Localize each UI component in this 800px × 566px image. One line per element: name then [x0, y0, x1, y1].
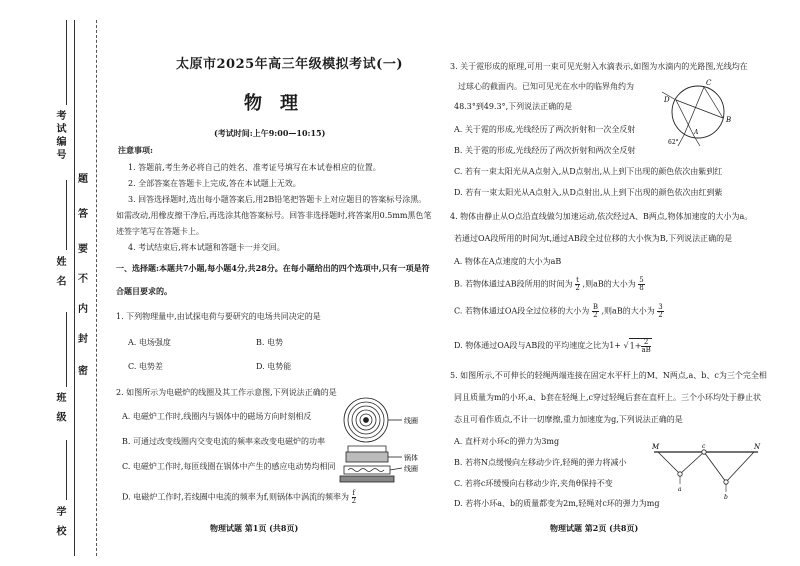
subject-title: 物理	[244, 93, 316, 114]
fraction-numerator: 3	[658, 303, 663, 311]
q2-stem: 2. 如图所示为电磁炉的线圈及其工作示意图,下列说法正确的是	[116, 388, 337, 397]
seal-char: 不	[78, 274, 88, 285]
q5-option-c: C. 若将c环缓慢向右移动少许,夹角θ保持不变	[454, 479, 613, 488]
water-droplet-figure	[648, 78, 748, 148]
seal-char: 要	[78, 244, 88, 255]
q5-stem-line: 5. 如图所示,不可伸长的轻绳两端连接在固定水平杆上的M、N两点,a、b、c为三个完全相	[450, 371, 767, 380]
q4-option-d	[454, 338, 652, 354]
fraction	[575, 277, 580, 292]
q4-stem-line: 4. 物体由静止从O点沿直线做匀加速运动,依次经过A、B两点,物体加速度的大小为a。	[450, 212, 753, 221]
q5-stem-line: 同且质量为m的小环,a、b套在轻绳上,c穿过轻绳后套在直杆上。三个小环均处于静止状	[454, 393, 762, 402]
school-label: 学 校	[54, 506, 65, 539]
seal-char: 封	[78, 334, 88, 345]
q4-option-a: A. 物体在A点速度的大小为aB	[454, 257, 562, 266]
fraction	[352, 490, 357, 505]
figure-label: a	[678, 486, 682, 493]
notice-line: 2. 全部答案在答题卡上完成,答在本试题上无效。	[128, 179, 301, 188]
rope	[658, 452, 754, 482]
page-footer: 物理试题 第1页 (共8页)	[210, 523, 299, 533]
fraction-denominator: aB	[641, 346, 651, 354]
fraction	[638, 277, 644, 292]
fraction-denominator: 2	[658, 311, 663, 319]
section-heading: 合题目要求的。	[116, 286, 172, 296]
q5-stem-line: 态且可看作质点,不计一切摩擦,重力加速度为g,下列说法正确的是	[454, 415, 683, 424]
fraction-denominator: 2	[575, 284, 580, 292]
q3-stem-line: 3. 关于霓形成的原理,可用一束可见光射入水滴表示,如图为水滴内的光路图,光线均在	[450, 62, 748, 71]
exam-title: 太原市2025年高三年级模拟考试(一)	[176, 57, 403, 72]
q2-option-d	[122, 490, 356, 505]
q4-option-c	[454, 304, 664, 319]
page-1	[108, 0, 438, 566]
q3-option-d: D. 若有一束太阳光从A点射入,从D点射出,从上到下出现的颜色依次由红到紫	[454, 188, 723, 197]
q5-option-d: D. 若将小环a、b的质量都变为2m,轻绳对c环的弹力为mg	[454, 499, 660, 508]
fraction-denominator: 8	[639, 284, 644, 292]
q2-option-c: C. 电磁炉工作时,每匝线圈在锅体中产生的感应电动势均相同	[122, 462, 336, 471]
q4-option-b-text: B. 若物体通过AB段所用的时间为	[454, 279, 573, 289]
name-label: 姓 名	[54, 256, 65, 289]
figure-label: 线圈	[404, 465, 418, 473]
seal-char: 密	[78, 366, 88, 377]
q2-option-a: A. 电磁炉工作时,线圈内与锅体中的磁场方向时刻相反	[122, 412, 312, 421]
q4-stem-line: 若通过OA段所用的时间为t,通过AB段全过位移的大小恢为B,下列说法正确的是	[454, 234, 733, 243]
q3-option-c: C. 若有一束太阳光从A点射入,从D点射出,从上到下出现的颜色依次由紫到红	[454, 167, 723, 176]
fraction	[657, 304, 663, 319]
figure-label: N	[754, 443, 761, 451]
fraction-numerator: t	[576, 276, 579, 284]
seal-char: 答	[78, 209, 88, 220]
q2-option-d-text: D. 电磁炉工作时,若线圈中电流的频率为f,则锅体中涡流的频率为	[122, 492, 349, 502]
q3-stem-line: 过球心的截面内。已知可见光在水中的临界角约为	[458, 82, 634, 91]
pot-diagram	[340, 446, 402, 482]
binding-margin	[0, 0, 100, 566]
notice-line: 4. 考试结束后,将本试题和答题卡一并交回。	[128, 243, 285, 252]
q1-option-d: D. 电势能	[256, 362, 292, 371]
q2-option-b: B. 可通过改变线圈内交变电流的频率来改变电磁炉的功率	[122, 437, 325, 446]
fraction-denominator: 2	[351, 497, 357, 505]
q4-option-b	[454, 277, 645, 292]
page-2	[448, 0, 796, 566]
q1-option-b: B. 电势	[256, 338, 283, 347]
sqrt-expression: √1+ $\frac{2}{aB}$	[623, 338, 651, 354]
fraction	[592, 304, 599, 319]
exam-time: (考试时间:上午9:00—10:15)	[214, 128, 326, 138]
school-underline	[66, 440, 67, 500]
q4-option-c-mid: ,则aB的大小为	[601, 306, 655, 316]
seal-char: 内	[78, 304, 88, 315]
notice-line: 如需改动,用橡皮擦干净后,再选涂其他答案标号。回答非选择题时,将答案用0.5mm黑色笔	[116, 211, 432, 220]
q4-option-b-mid: ,则aB的大小为	[582, 279, 636, 289]
seal-char: 题	[78, 174, 88, 185]
figure-label: B	[726, 116, 732, 124]
name-underline	[66, 180, 67, 250]
ring-b	[724, 480, 728, 484]
notice-heading: 注意事项:	[118, 145, 153, 155]
figure-label: D	[664, 96, 670, 104]
fraction-numerator: 2	[641, 339, 650, 347]
section-heading: 一、选择题:本题共7小题,每小题4分,共28分。在每小题给出的四个选项中,只有一项是符	[116, 263, 430, 273]
binding-line	[74, 20, 75, 556]
figure-label: b	[724, 494, 728, 501]
q1-stem: 1. 下列物理量中,由试探电荷与要研究的电场共同决定的是	[116, 312, 321, 321]
notice-line: 3. 回答选择题时,选出每小题答案后,用2B铅笔把答题卡上对应题目的答案标号涂黑。	[128, 195, 427, 204]
figure-label: 锅体	[404, 454, 418, 462]
fraction-numerator: B	[592, 303, 598, 311]
class-label: 班 级	[54, 392, 65, 425]
q3-stem-line: 48.3°到49.3°,下列说法正确的是	[454, 102, 573, 111]
ring-a	[678, 472, 682, 476]
q1-option-a: A. 电场强度	[128, 338, 171, 347]
q4-option-d-text: D. 物体通过OA段与AB段的平均速度之比为1+	[454, 341, 621, 350]
rope-rings-figure	[650, 442, 762, 502]
q1-option-c: C. 电势差	[128, 362, 163, 371]
seal-line	[96, 20, 97, 556]
figure-label: c	[702, 443, 706, 450]
notice-line: 1. 答题前,考生务必将自己的姓名、准考证号填写在本试卷相应的位置。	[128, 163, 381, 172]
figure-label: 62°	[668, 139, 679, 146]
exam-number-label: 考试编号	[54, 110, 65, 162]
ring-c	[702, 450, 706, 454]
induction-cooker-figure	[336, 396, 440, 492]
page-footer: 物理试题 第2页 (共8页)	[550, 523, 639, 533]
q5-option-b: B. 若将N点缓慢向左移动少许,轻绳的弹力将减小	[454, 458, 627, 467]
exam-number-underline	[66, 20, 67, 105]
fraction-numerator: f	[352, 489, 356, 497]
figure-label: M	[652, 443, 660, 451]
figure-label: 线圈	[404, 417, 418, 425]
q3-option-a: A. 关于霓的形成,光线经历了两次折射和一次全反射	[454, 125, 636, 134]
class-underline	[66, 312, 67, 387]
fraction-numerator: 5	[639, 276, 644, 284]
fraction-denominator: 2	[593, 311, 598, 319]
figure-label: A	[694, 129, 699, 136]
q3-option-b: B. 关于霓的形成,光线经历了两次折射和两次全反射	[454, 146, 636, 155]
coil-diagram	[344, 398, 402, 442]
q4-option-c-text: C. 若物体通过OA段全过位移的大小为	[454, 306, 590, 316]
figure-label: C	[706, 79, 712, 87]
q5-option-a: A. 直杆对小环c的弹力为3mg	[454, 437, 560, 446]
notice-line: 迹签字笔写在答题卡上。	[116, 227, 204, 236]
